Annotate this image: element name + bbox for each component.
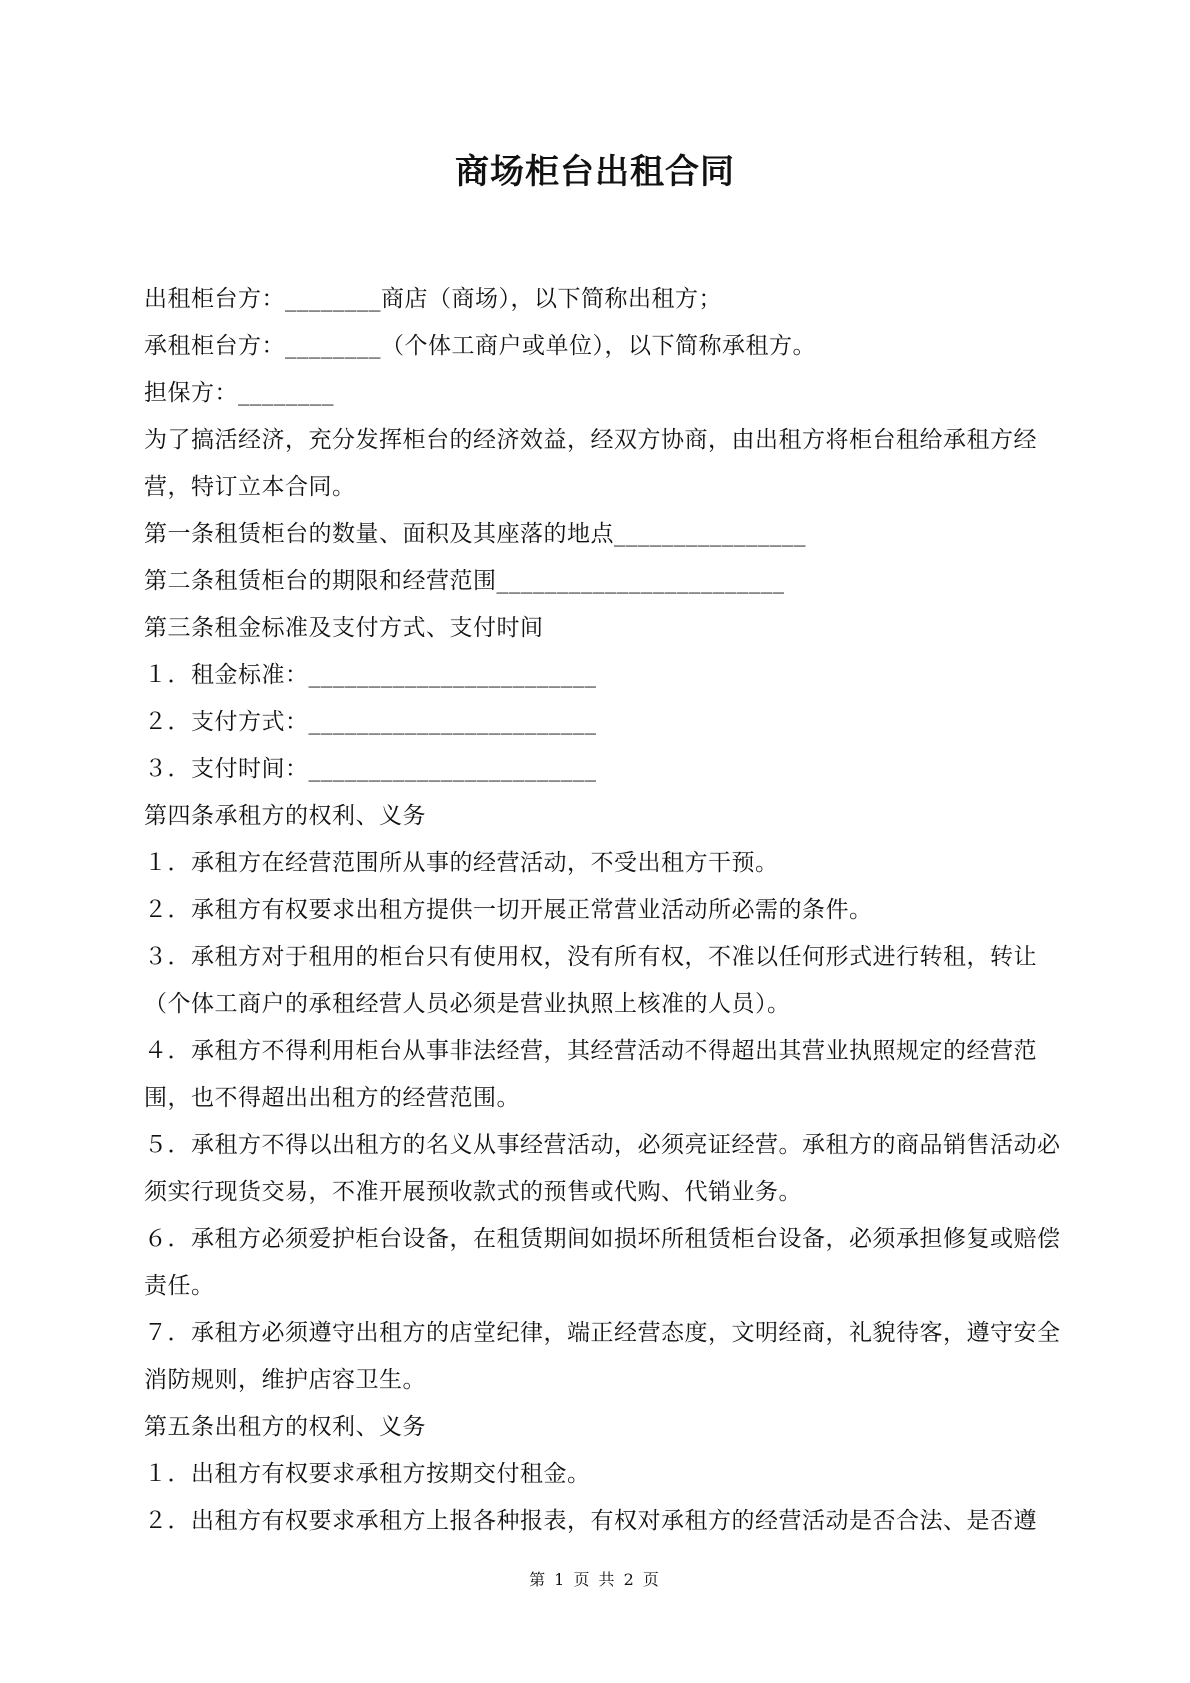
article-3-item-2: ２．支付方式：________________________ <box>144 709 597 735</box>
paragraph-lessee: 承租柜台方：________（个体工商户或单位），以下简称承租方。 <box>144 333 816 359</box>
document-title: 商场柜台出租合同 <box>455 152 735 192</box>
article-4: 第四条承租方的权利、义务 <box>144 803 426 829</box>
article-4-item-1: １．承租方在经营范围所从事的经营活动，不受出租方干预。 <box>144 850 779 876</box>
article-5-item-1: １．出租方有权要求承租方按期交付租金。 <box>144 1461 591 1487</box>
article-5: 第五条出租方的权利、义务 <box>144 1414 426 1440</box>
page-footer: 第 1 页 共 2 页 <box>529 1570 661 1589</box>
article-5-item-2: ２．出租方有权要求承租方上报各种报表，有权对承租方的经营活动是否合法、是否遵 <box>144 1508 1037 1534</box>
article-4-item-7: ７．承租方必须遵守出租方的店堂纪律，端正经营态度，文明经商，礼貌待客，遵守安全消防规则，维护店容卫生。 <box>144 1320 1061 1393</box>
article-4-item-5: ５．承租方不得以出租方的名义从事经营活动，必须亮证经营。承租方的商品销售活动必须实行现货交易，不准开展预收款式的预售或代购、代销业务。 <box>144 1132 1061 1205</box>
article-3-item-1: １．租金标准：________________________ <box>144 662 597 688</box>
article-3: 第三条租金标准及支付方式、支付时间 <box>144 615 544 641</box>
article-4-item-2: ２．承租方有权要求出租方提供一切开展正常营业活动所必需的条件。 <box>144 897 873 923</box>
paragraph-lessor: 出租柜台方：________商店（商场），以下简称出租方； <box>144 286 722 312</box>
article-2: 第二条租赁柜台的期限和经营范围________________________ <box>144 568 785 594</box>
paragraph-guarantor: 担保方：________ <box>144 380 334 406</box>
article-4-item-6: ６．承租方必须爱护柜台设备，在租赁期间如损坏所租赁柜台设备，必须承担修复或赔偿责任。 <box>144 1226 1061 1299</box>
article-4-item-4: ４．承租方不得利用柜台从事非法经营，其经营活动不得超出其营业执照规定的经营范围，也不得超出出租方的经营范围。 <box>144 1038 1037 1111</box>
document-body <box>144 276 1064 1545</box>
article-1: 第一条租赁柜台的数量、面积及其座落的地点________________ <box>144 521 806 547</box>
article-3-item-3: ３．支付时间：________________________ <box>144 756 597 782</box>
article-4-item-3: ３．承租方对于租用的柜台只有使用权，没有所有权，不准以任何形式进行转租，转让（个体工商户的承租经营人员必须是营业执照上核准的人员）。 <box>144 944 1037 1017</box>
paragraph-preamble: 为了搞活经济，充分发挥柜台的经济效益，经双方协商，由出租方将柜台租给承租方经营，特订立本合同。 <box>144 427 1037 500</box>
